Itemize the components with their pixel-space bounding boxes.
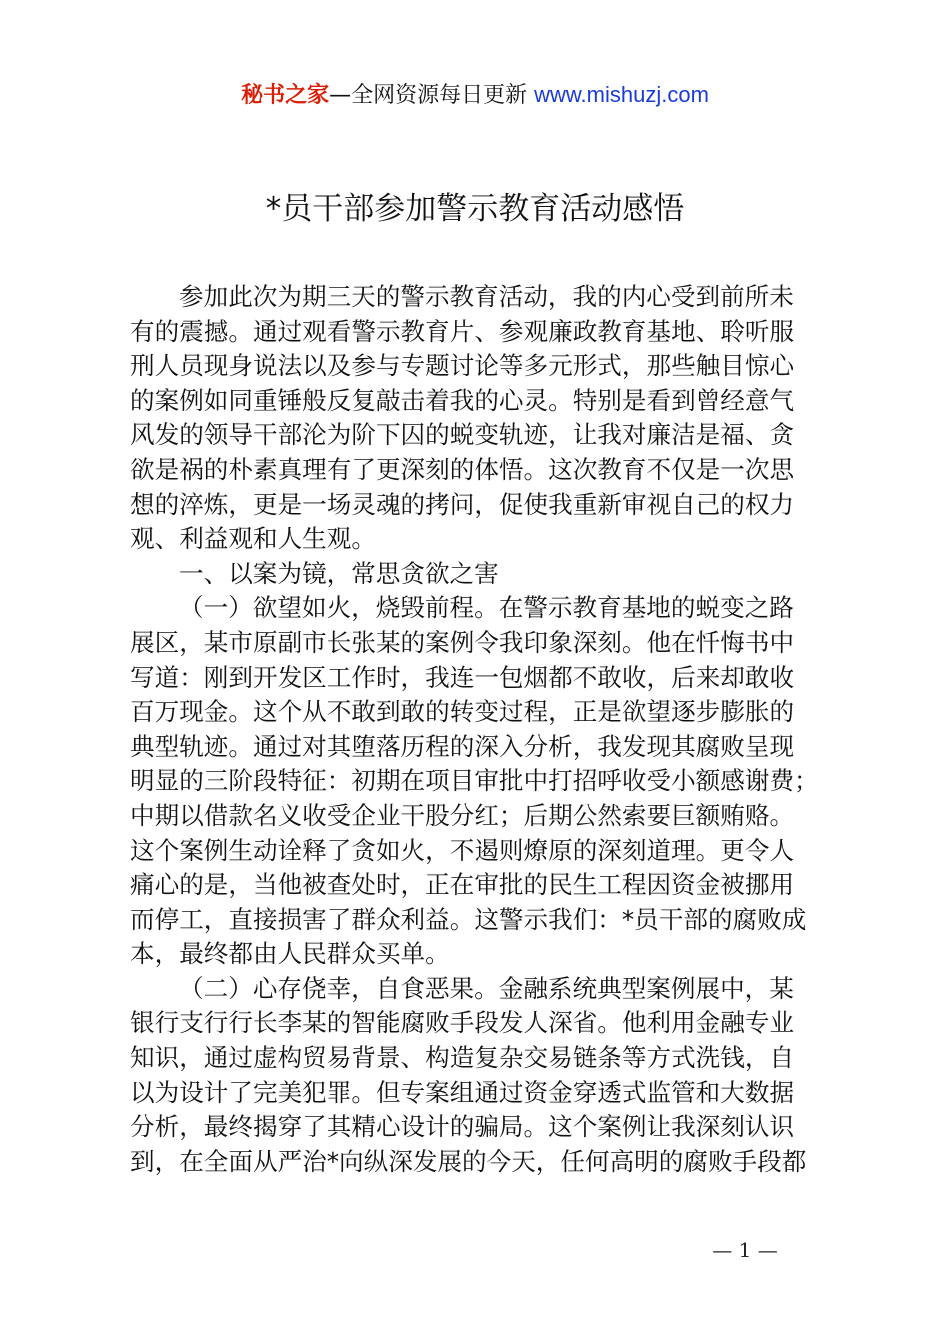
site-url[interactable]: www.mishuzj.com [534, 82, 709, 107]
text-line: （一）欲望如火，烧毁前程。在警示教育基地的蜕变之路 [179, 593, 794, 623]
text-line: 刑人员现身说法以及参与专题讨论等多元形式，那些触目惊心 [130, 351, 795, 381]
text-line: 风发的领导干部沦为阶下囚的蜕变轨迹，让我对廉洁是福、贪 [130, 420, 795, 450]
text-line: 观、利益观和人生观。 [130, 524, 376, 554]
text-line: 而停工，直接损害了群众利益。这警示我们：*员干部的腐败成 [130, 904, 807, 934]
text-line: 想的淬炼，更是一场灵魂的拷问，促使我重新审视自己的权力 [130, 489, 795, 519]
text-line: 欲是祸的朴素真理有了更深刻的体悟。这次教育不仅是一次思 [130, 454, 795, 484]
text-line: 到，在全面从严治*向纵深发展的今天，任何高明的腐败手段都 [130, 1146, 807, 1176]
text-line: 分析，最终揭穿了其精心设计的骗局。这个案例让我深刻认识 [130, 1112, 795, 1142]
text-line: 明显的三阶段特征：初期在项目审批中打招呼收受小额感谢费； [130, 766, 819, 796]
banner-tagline: —全网资源每日更新 [329, 83, 528, 108]
site-banner [0, 78, 950, 113]
text-line: 典型轨迹。通过对其堕落历程的深入分析，我发现其腐败呈现 [130, 731, 795, 761]
document-body [130, 280, 836, 1179]
text-line: 这个案例生动诠释了贪如火，不遏则燎原的深刻道理。更令人 [130, 835, 795, 865]
text-line: （二）心存侥幸，自食恶果。金融系统典型案例展中，某 [179, 973, 794, 1003]
text-line: 的案例如同重锤般反复敲击着我的心灵。特别是看到曾经意气 [130, 385, 795, 415]
text-line: 有的震撼。通过观看警示教育片、参观廉政教育基地、聆听服 [130, 316, 795, 346]
text-line: 银行支行行长李某的智能腐败手段发人深省。他利用金融专业 [130, 1008, 795, 1038]
text-line: 知识，通过虚构贸易背景、构造复杂交易链条等方式洗钱，自 [130, 1043, 795, 1073]
text-line: 中期以借款名义收受企业干股分红；后期公然索要巨额贿赂。 [130, 800, 795, 830]
text-line: 百万现金。这个从不敢到敢的转变过程，正是欲望逐步膨胀的 [130, 697, 795, 727]
section-heading: 一、以案为镜，常思贪欲之害 [179, 558, 499, 588]
text-line: 写道：刚到开发区工作时，我连一包烟都不敢收，后来却敢收 [130, 662, 795, 692]
document-title: *员干部参加警示教育活动感悟 [265, 191, 685, 227]
brand-name: 秘书之家 [241, 83, 330, 108]
text-line: 本，最终都由人民群众买单。 [130, 939, 450, 969]
text-line: 参加此次为期三天的警示教育活动，我的内心受到前所未 [179, 282, 794, 311]
page-number: — 1 — [712, 1238, 778, 1262]
text-line: 以为设计了完美犯罪。但专案组通过资金穿透式监管和大数据 [130, 1077, 795, 1107]
text-line: 展区，某市原副市长张某的案例令我印象深刻。他在忏悔书中 [130, 627, 795, 657]
text-line: 痛心的是，当他被查处时，正在审批的民生工程因资金被挪用 [130, 870, 795, 900]
